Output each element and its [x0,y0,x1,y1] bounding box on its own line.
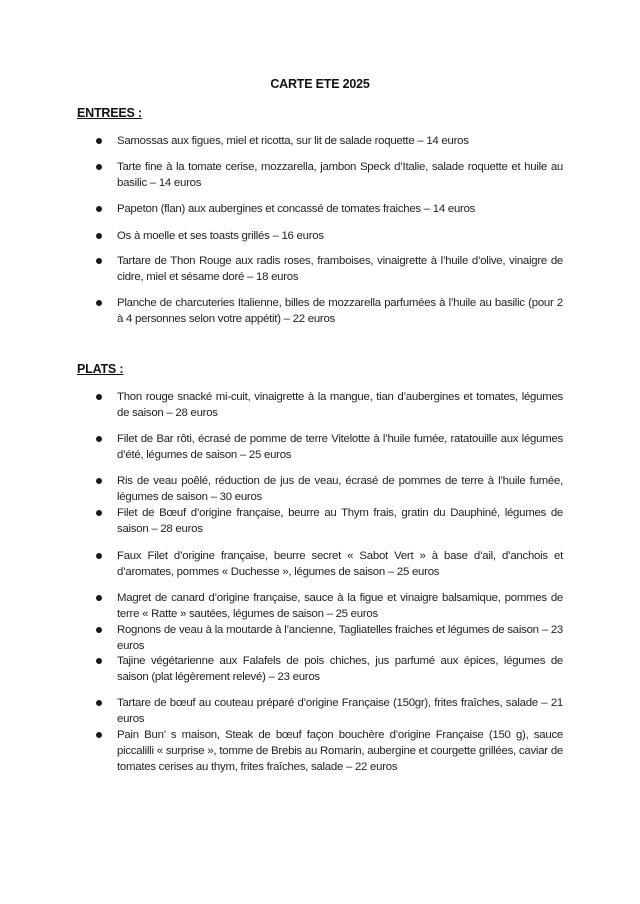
bullet-icon [96,436,102,442]
item-text: Samossas aux figues, miel et ricotta, sur lit de salade roquette – 14 euros [117,135,469,147]
bullet-icon [96,478,102,484]
bullet-icon [96,394,102,400]
bullet-icon [96,658,102,664]
bullet-icon [96,732,102,738]
item-text: Filet de Bœuf d’origine française, beurre au Thym frais, gratin du Dauphiné, légumes de saison – 28 euros [117,507,563,535]
bullet-icon [96,164,102,170]
section-heading-entrees: ENTREES : [77,106,142,120]
bullet-icon [96,700,102,706]
bullet-icon [96,138,102,144]
item-text: Filet de Bar rôti, écrasé de pomme de terre Vitelotte à l’huile fumée, ratatouille aux légumes d’été, légumes de saison – 25 euros [117,433,563,461]
item-text: Planche de charcuteries Italienne, billes de mozzarella parfumées à l’huile au basilic (pour 2 à 4 personnes selon votre appétit) – 22 euros [117,297,563,325]
bullet-icon [96,206,102,212]
item-text: Magret de canard d’origine française, sauce à la figue et vinaigre balsamique, pommes de terre « Ratte » sautées, légumes de saison – 25 euros [117,592,563,620]
bullet-icon [96,300,102,306]
item-text: Thon rouge snacké mi-cuit, vinaigrette à la mangue, tian d’aubergines et tomates, légumes de saison – 28 euros [117,391,563,419]
item-text: Tartare de bœuf au couteau préparé d’origine Française (150gr), frites fraîches, salade – 21 euros [117,697,563,725]
item-text: Pain Bun’ s maison, Steak de bœuf façon bouchère d’origine Française (150 g), sauce piccalilli « surprise », tomme de Brebis au Romarin, aubergine et courgette grillées, caviar de tomates cerises au thym, frites fraîches, salade – 22 euros [117,729,563,773]
page-title: CARTE ETE 2025 [270,77,370,91]
item-text: Tajine végétarienne aux Falafels de pois chiches, jus parfumé aux épices, légumes de saison (plat légèrement relevé) – 23 euros [117,655,563,683]
bullet-icon [96,233,102,239]
item-text: Ris de veau poêlé, réduction de jus de veau, écrasé de pommes de terre à l’huile fumée, légumes de saison – 30 euros [117,475,563,503]
item-text: Rognons de veau à la moutarde à l’ancienne, Tagliatelles fraiches et légumes de saison – 23 euros [117,624,563,652]
section-heading-plats: PLATS : [77,362,124,376]
bullet-icon [96,595,102,601]
bullet-icon [96,510,102,516]
item-text: Faux Filet d’origine française, beurre secret « Sabot Vert » à base d’ail, d’anchois et d’aromates, pommes « Duchesse », légumes de saison – 25 euros [117,550,563,578]
bullet-icon [96,258,102,264]
bullet-icon [96,553,102,559]
item-text: Tarte fine à la tomate cerise, mozzarella, jambon Speck d’Italie, salade roquette et huile au basilic – 14 euros [117,161,563,189]
item-text: Tartare de Thon Rouge aux radis roses, framboises, vinaigrette à l’huile d’olive, vinaigre de cidre, miel et sésame doré – 18 euros [117,255,563,283]
bullet-icon [96,627,102,633]
item-text: Os à moelle et ses toasts grillés – 16 euros [117,230,324,242]
item-text: Papeton (flan) aux aubergines et concassé de tomates fraiches – 14 euros [117,203,476,215]
